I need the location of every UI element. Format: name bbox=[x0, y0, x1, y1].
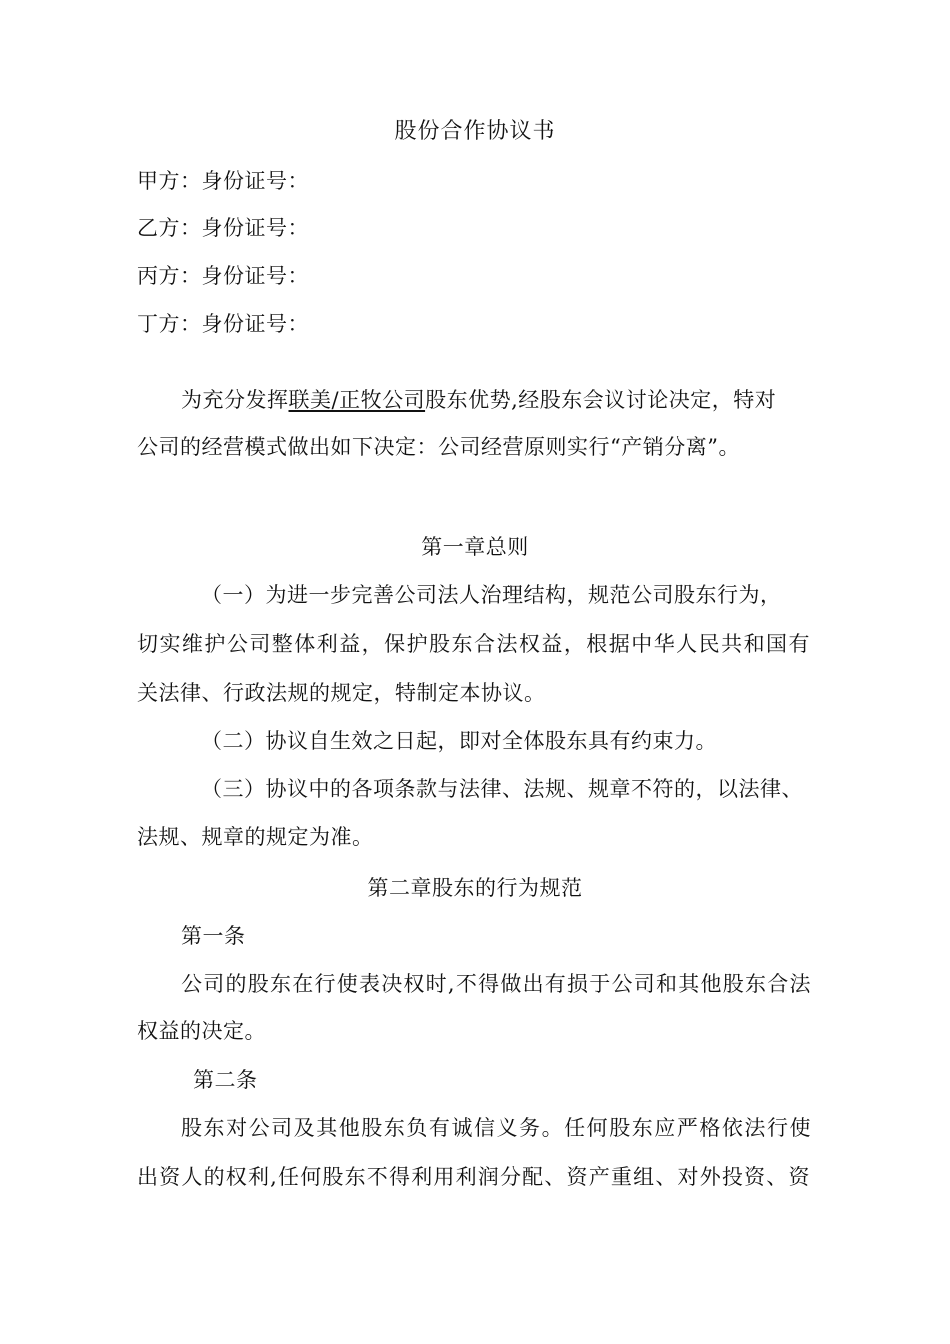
chapter-1-heading: 第一章总则 bbox=[421, 535, 529, 559]
document-title: 股份合作协议书 bbox=[394, 119, 556, 144]
chapter-1-item-2: （二）协议自生效之日起，即对全体股东具有约束力。 bbox=[201, 729, 717, 753]
intro-line-1 bbox=[181, 386, 776, 414]
chapter-1-item-1-line-1: （一）为进一步完善公司法人治理结构，规范公司股东行为， bbox=[201, 583, 782, 607]
article-2-title: 第二条 bbox=[193, 1068, 258, 1092]
chapter-2-heading: 第二章股东的行为规范 bbox=[367, 876, 583, 900]
chapter-1-item-1-line-3: 关法律、行政法规的规定，特制定本协议。 bbox=[137, 681, 546, 705]
intro-line-2: 公司的经营模式做出如下决定：公司经营原则实行“产销分离”。 bbox=[137, 435, 740, 459]
article-2-line-2: 出资人的权利,任何股东不得利用利润分配、资产重组、对外投资、资 bbox=[137, 1165, 810, 1189]
party-b-line: 乙方：身份证号： bbox=[137, 216, 309, 240]
intro-text-before: 为充分发挥 bbox=[181, 388, 289, 412]
intro-text-after: 股东优势,经股东会议讨论决定，特对 bbox=[425, 388, 777, 412]
chapter-1-item-3-line-2: 法规、规章的规定为准。 bbox=[137, 825, 374, 849]
chapter-1-item-1-line-2: 切实维护公司整体利益，保护股东合法权益，根据中华人民共和国有 bbox=[137, 632, 810, 656]
article-2-line-1: 股东对公司及其他股东负有诚信义务。任何股东应严格依法行使 bbox=[181, 1116, 811, 1140]
article-1-title: 第一条 bbox=[181, 924, 246, 948]
article-1-line-2: 权益的决定。 bbox=[137, 1019, 266, 1043]
party-a-line: 甲方：身份证号： bbox=[137, 169, 309, 193]
article-1-line-1: 公司的股东在行使表决权时,不得做出有损于公司和其他股东合法 bbox=[181, 972, 811, 996]
chapter-1-item-3-line-1: （三）协议中的各项条款与法律、法规、规章不符的，以法律、 bbox=[201, 777, 803, 801]
party-d-line: 丁方：身份证号： bbox=[137, 312, 309, 336]
party-c-line: 丙方：身份证号： bbox=[137, 264, 309, 288]
company-name: 联美/正牧公司 bbox=[288, 388, 426, 412]
